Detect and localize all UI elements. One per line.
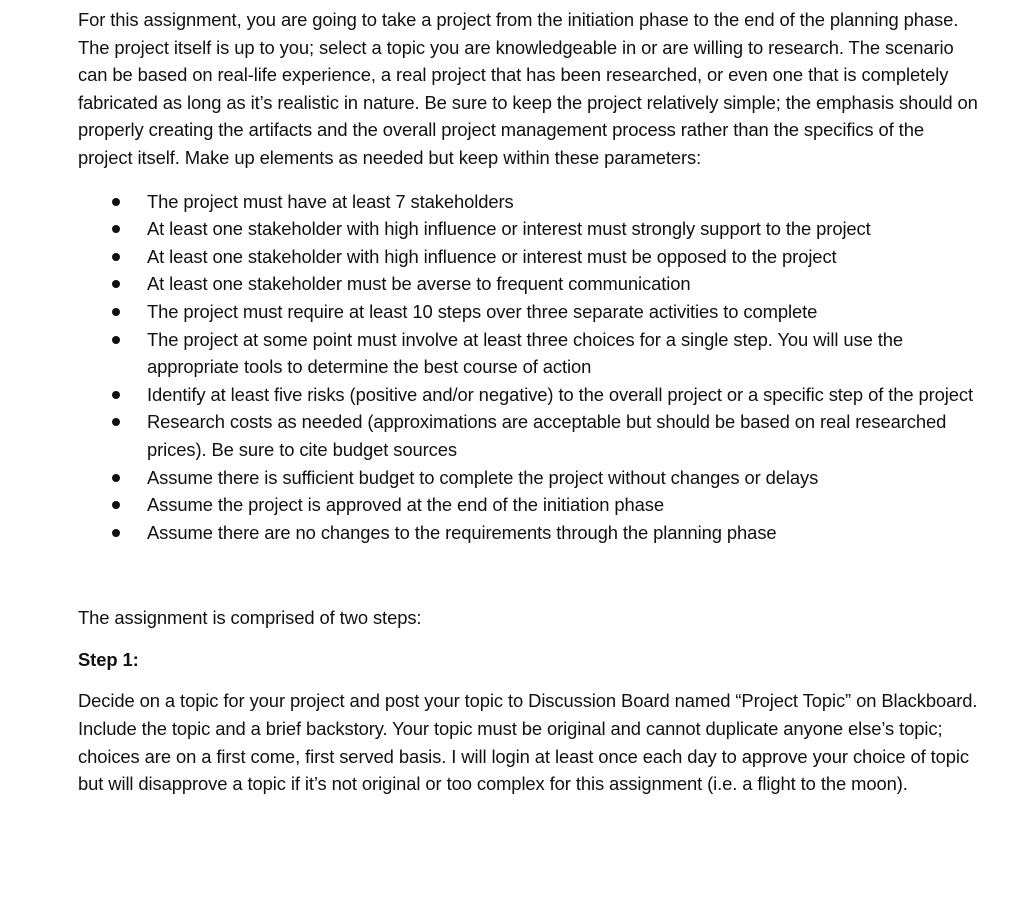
requirement-item: Research costs as needed (approximations are acceptable but should be based on real researched prices). Be sure to cite budget sources — [147, 408, 978, 463]
requirement-item: At least one stakeholder with high influence or interest must be opposed to the project — [147, 243, 978, 271]
assignment-document — [78, 6, 978, 798]
steps-intro-paragraph: The assignment is comprised of two steps: — [78, 607, 422, 629]
requirement-item: Identify at least five risks (positive and/or negative) to the overall project or a specific step of the project — [147, 381, 978, 409]
requirement-item: The project at some point must involve at least three choices for a single step. You will use the appropriate tools to determine the best course of action — [147, 326, 978, 381]
requirement-item: The project must have at least 7 stakeholders — [147, 188, 978, 216]
requirement-item: Assume the project is approved at the end of the initiation phase — [147, 491, 978, 519]
step-1-heading: Step 1: — [78, 648, 139, 670]
requirement-item: Assume there are no changes to the requirements through the planning phase — [147, 519, 978, 547]
requirement-item: Assume there is sufficient budget to complete the project without changes or delays — [147, 464, 978, 492]
requirements-list — [78, 188, 978, 547]
requirement-item: At least one stakeholder must be averse to frequent communication — [147, 270, 978, 298]
step-1-paragraph: Decide on a topic for your project and post your topic to Discussion Board named “Project Topic” on Blackboard. Include the topic and a brief backstory. Your topic must be original and cannot duplicate anyone else’s topic; choices are on a first come, first served basis. I will login at least once each day to approve your choice of topic but will disapprove a topic if it’s not original or too complex for this assignment (i.e. a flight to the moon). — [78, 690, 978, 795]
requirement-item: At least one stakeholder with high influence or interest must strongly support to the project — [147, 215, 978, 243]
requirement-item: The project must require at least 10 steps over three separate activities to complete — [147, 298, 978, 326]
intro-paragraph: For this assignment, you are going to take a project from the initiation phase to the end of the planning phase. The project itself is up to you; select a topic you are knowledgeable in or are willing to research. The scenario can be based on real-life experience, a real project that has been researched, or even one that is completely fabricated as long as it’s realistic in nature. Be sure to keep the project relatively simple; the emphasis should on properly creating the artifacts and the overall project management process rather than the specifics of the project itself. Make up elements as needed but keep within these parameters: — [78, 9, 978, 168]
